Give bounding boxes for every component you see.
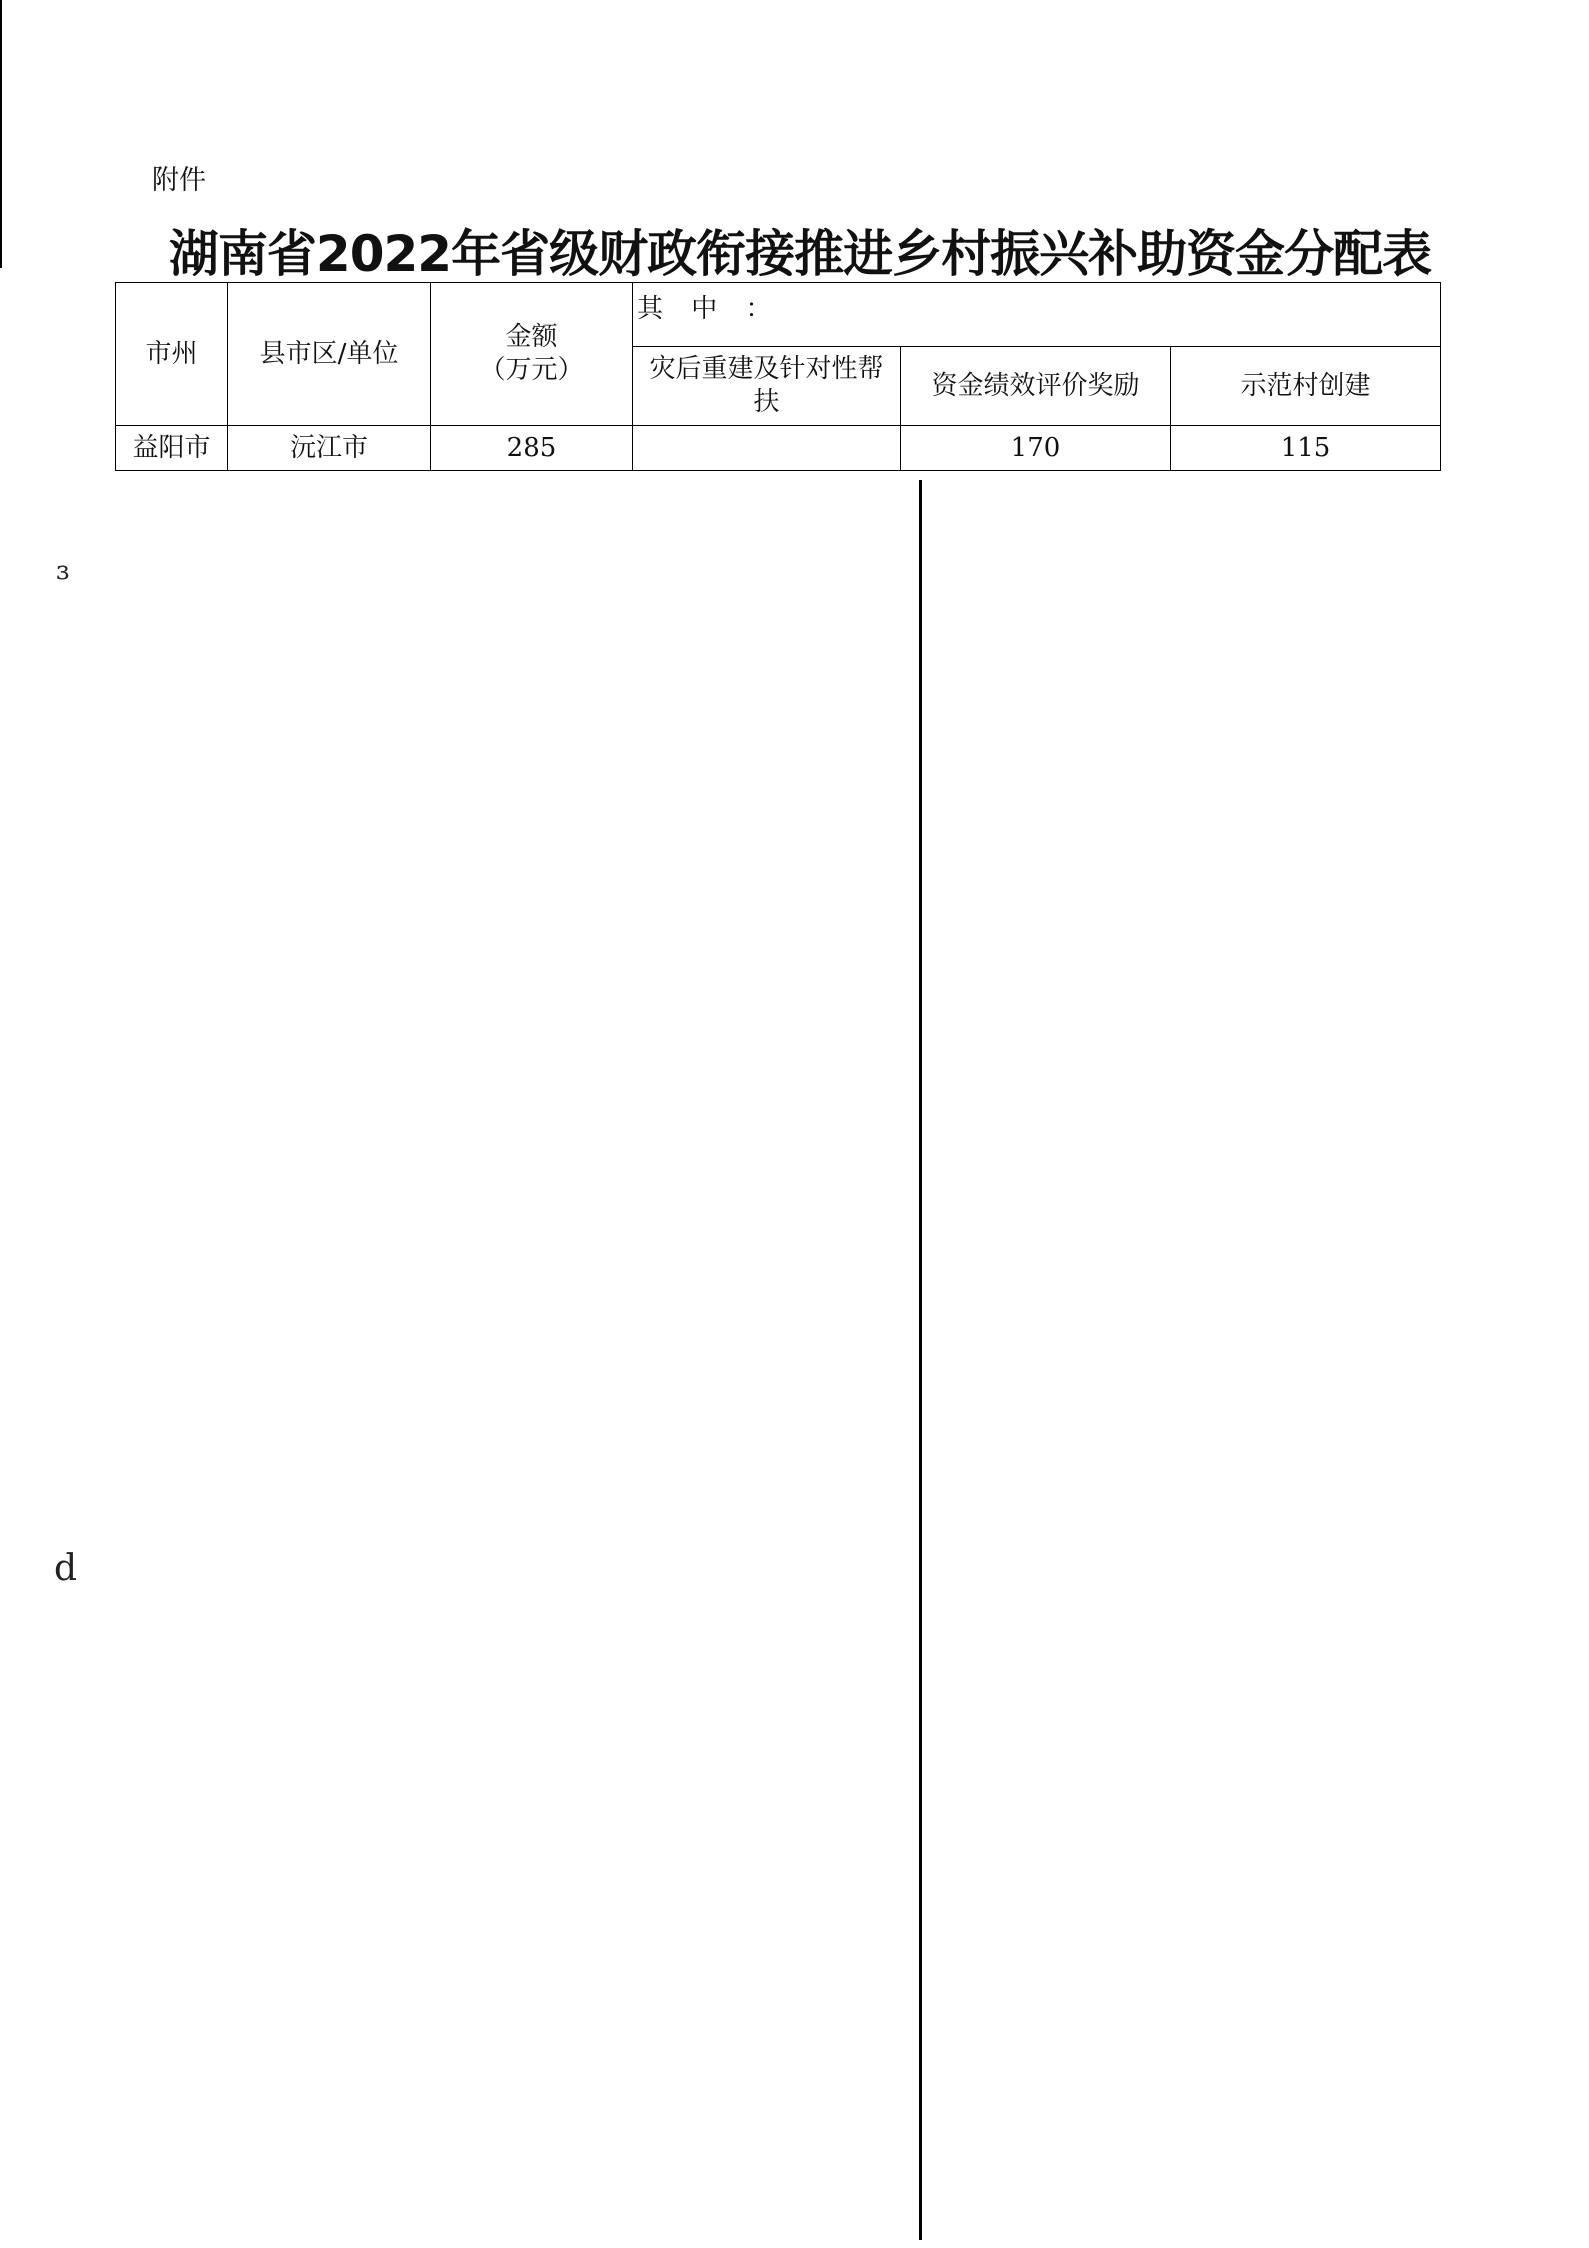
- cell-city: 益阳市: [116, 426, 228, 471]
- header-amount-text: 金额 （万元）: [479, 322, 584, 385]
- header-performance: 资金绩效评价奖励: [901, 347, 1171, 426]
- cell-disaster: [633, 426, 901, 471]
- allocation-table: [115, 282, 1441, 471]
- header-county: 县市区/单位: [228, 283, 431, 426]
- margin-mark-top: ɜ: [56, 556, 70, 586]
- header-of-which: 其 中 ：: [633, 283, 1441, 347]
- center-divider-line: [919, 480, 922, 2240]
- header-disaster: 灾后重建及针对性帮扶: [633, 347, 901, 426]
- left-edge-line: [0, 0, 2, 268]
- cell-amount: 285: [431, 426, 633, 471]
- cell-performance: 170: [901, 426, 1171, 471]
- header-city: 市州: [116, 283, 228, 426]
- header-amount: [431, 283, 633, 426]
- cell-demo-village: 115: [1171, 426, 1441, 471]
- table-row: [116, 426, 1441, 471]
- margin-mark-bottom: d: [54, 1548, 78, 1589]
- cell-county: 沅江市: [228, 426, 431, 471]
- attachment-label: 附件: [152, 165, 206, 196]
- document-title: 湖南省2022年省级财政衔接推进乡村振兴补助资金分配表: [168, 225, 1432, 283]
- header-demo-village: 示范村创建: [1171, 347, 1441, 426]
- table-header-row: [116, 283, 1441, 347]
